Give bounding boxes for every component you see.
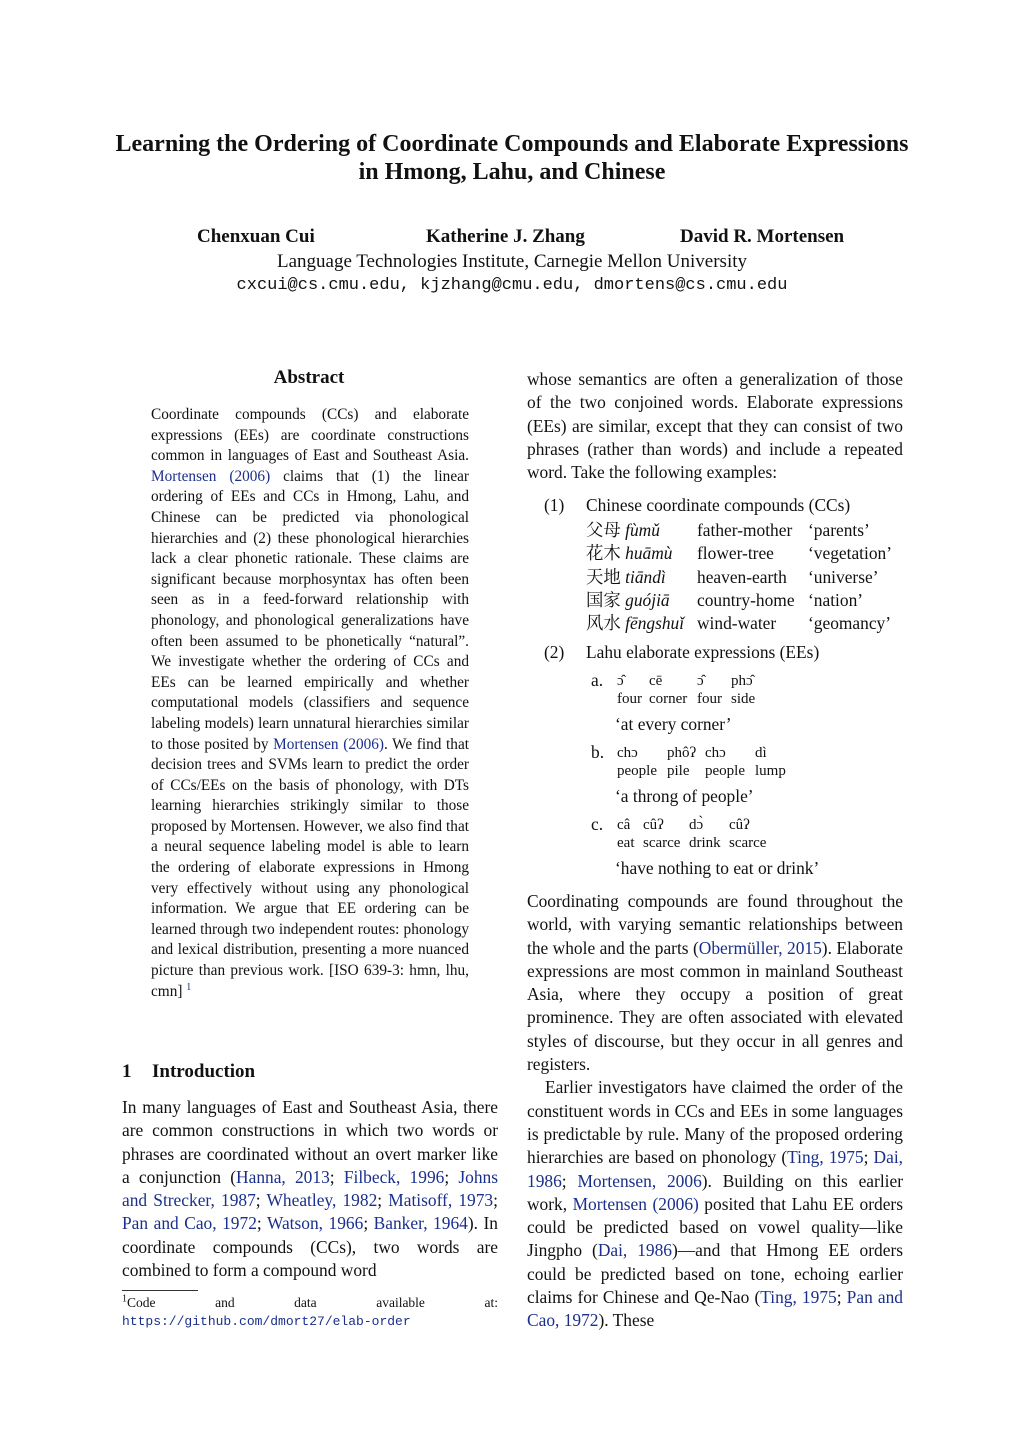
footnote-marker[interactable]: 1 <box>186 981 192 993</box>
author-list <box>140 226 884 252</box>
citation-link[interactable]: Ting, 1975 <box>760 1287 837 1308</box>
ee-word: ɔ̂ <box>697 673 704 689</box>
citation-link[interactable]: Mortensen <box>151 467 217 485</box>
ee-gloss: drink <box>689 835 721 851</box>
citation-link[interactable]: Ting, 1975 <box>787 1147 864 1168</box>
footnote-divider <box>122 1290 198 1291</box>
ee-gloss: lump <box>755 763 786 779</box>
cc-translation: ‘universe’ <box>808 567 879 587</box>
ee-word: dɔ̀ <box>689 817 704 833</box>
cc-row: 国家 guójiā <box>586 590 670 610</box>
ee-label: a. <box>591 670 604 690</box>
ee-word: cē <box>649 673 663 689</box>
ee-word: cûʔ <box>643 817 664 833</box>
cc-gloss: father-mother <box>697 520 793 540</box>
ee-word: ɔ̂ <box>617 673 624 689</box>
cc-gloss: heaven-earth <box>697 567 787 587</box>
cc-row: 天地 tiāndì <box>586 567 666 587</box>
example-title: Lahu elaborate expressions (EEs) <box>586 642 820 662</box>
footnote: $^1$Code and data available at: https://github.com/dmort27/elab-order <box>122 1293 498 1329</box>
example-number: (2) <box>544 642 565 662</box>
paper-title: Learning the Ordering of Coordinate Compounds and Elaborate Expressions in Hmong, Lahu, and Chinese <box>115 131 909 185</box>
citation-link[interactable]: Wheatley, 1982 <box>266 1190 378 1211</box>
ee-word: câ <box>617 817 631 833</box>
ee-translation: ‘have nothing to eat or drink’ <box>615 858 820 878</box>
citation-link[interactable]: Pan and Cao, 1972 <box>527 1287 903 1331</box>
citation-link[interactable]: Dai, 1986 <box>597 1240 672 1261</box>
ee-gloss: four <box>617 691 642 707</box>
ee-label: c. <box>591 814 604 834</box>
ee-word: chɔ <box>705 745 726 761</box>
section-heading: 1 Introduction <box>122 1061 256 1082</box>
cc-row: 父母 fùmǔ <box>586 520 660 540</box>
cc-translation: ‘parents’ <box>808 520 870 540</box>
body-text <box>527 890 903 1333</box>
citation-link[interactable]: Filbeck, 1996 <box>343 1166 445 1187</box>
citation-link[interactable]: Mortensen, 2006 <box>577 1170 702 1191</box>
citation-link[interactable]: Mortensen <box>572 1193 647 1214</box>
ee-word: dì <box>755 745 767 761</box>
abstract-body: Coordinate compounds (CCs) and elaborate expressions (EEs) are coordinate constructions common in languages of East and Southeast Asia. Mortensen (2006) claims that (1) the linear ordering of EEs and CCs in Hmong, Lahu, and Chinese can be predicted via phonological hierarchies and (2) these phonological hierarchies lack a clear phonetic rationale. These claims are significant because morphosyntax has often been seen as in a feed-forward relationship with phonology, and phonological generalizations have often been assumed to be phonetically “natural”. We investigate whether the ordering of CCs and EEs can be learned empirically and whether computational models (classifiers and sequence labeling models) learn unnatural hierarchies similar to those posited by Mortensen (2006). We find that decision trees and SVMs learn to predict the order of CCs/EEs on the basis of phonology, with DTs learning hierarchies strikingly similar to those proposed by Mortensen. However, we also find that a neural sequence labeling model is able to learn the ordering of elaborate expressions in Hmong very effectively without using any phonological information. We argue that EE ordering can be learned through two independent routes: phonology and lexical distribution, presenting a more nuanced picture than previous work. [ISO 639-3: hmn, lhu, cmn] $^1$ <box>151 406 470 1000</box>
abstract-heading: Abstract <box>273 367 345 388</box>
example-number: (1) <box>544 495 565 515</box>
ee-word: cûʔ <box>729 817 750 833</box>
citation-link[interactable]: Pan and Cao, 1972 <box>122 1213 257 1234</box>
paragraph: Earlier investigators have claimed the order of the constituent words in CCs and EEs in some languages is predictable by rule. Many of the proposed ordering hierarchies are based on phonology (Ting, 1975; Dai, 1986; Mortensen, 2006). Building on this earlier work, Mortensen (2006) posited that Lahu EE orders could be predicted based on vowel quality—like Jingpho (Dai, 1986)—and that Hmong EE orders could be predicted based on tone, echoing earlier claims for Chinese and Qe-Nao (Ting, 1975; Pan and Cao, 1972). These <box>527 1077 904 1331</box>
ee-gloss: scarce <box>729 835 767 851</box>
citation-link[interactable]: (2006) <box>652 1193 699 1214</box>
citation-link[interactable]: Matisoff, 1973 <box>388 1190 494 1211</box>
citation-link[interactable]: Johns and Strecker, 1987 <box>122 1166 499 1211</box>
citation-link[interactable]: (2006) <box>343 735 385 753</box>
ee-label: b. <box>591 742 605 762</box>
cc-row: 花木 huāmù <box>586 543 673 563</box>
intro-continuation: whose semantics are often a generalization of those of the two conjoined words. Elaborate expressions (EEs) are similar, except that they can consist of two phrases (rather than words) and include a repeated word. Take the following examples: <box>527 369 903 483</box>
affiliation: Language Technologies Institute, Carnegie Mellon University <box>276 251 748 272</box>
author-name: Katherine J. Zhang <box>426 226 585 247</box>
cc-gloss: wind-water <box>697 613 777 633</box>
citation-link[interactable]: Mortensen <box>273 735 339 753</box>
author-name: David R. Mortensen <box>680 226 845 247</box>
ee-gloss: corner <box>649 691 688 707</box>
ee-gloss: people <box>705 763 745 779</box>
citation-link[interactable]: Watson, 1966 <box>266 1213 364 1234</box>
citation-link[interactable]: Hanna, 2013 <box>236 1166 330 1187</box>
cc-gloss: flower-tree <box>697 543 774 563</box>
author-emails: cxcui@cs.cmu.edu, kjzhang@cmu.edu, dmortens@cs.cmu.edu <box>236 276 788 295</box>
citation-link[interactable]: Obermüller, 2015 <box>698 937 822 958</box>
citation-link[interactable]: Banker, 1964 <box>373 1213 468 1234</box>
cc-translation: ‘nation’ <box>808 590 864 610</box>
ee-gloss: people <box>617 763 657 779</box>
cc-translation: ‘vegetation’ <box>808 543 893 563</box>
ee-gloss: pile <box>667 763 690 779</box>
ee-gloss: scarce <box>643 835 681 851</box>
ee-gloss: side <box>731 691 756 707</box>
intro-paragraph: In many languages of East and Southeast Asia, there are common constructions in which two words or phrases are coordinated without an overt marker like a conjunction (Hanna, 2013; Filbeck, 1996; Johns and Strecker, 1987; Wheatley, 1982; Matisoff, 1973; Pan and Cao, 1972; Watson, 1966; Banker, 1964). In coordinate compounds (CCs), two words are combined to form a compound word <box>122 1097 499 1281</box>
citation-link[interactable]: (2006) <box>229 467 271 485</box>
cc-gloss: country-home <box>697 590 795 610</box>
paragraph: Coordinating compounds are found throughout the world, with varying semantic relationships between the whole and the parts (Obermüller, 2015). Elaborate expressions are most common in mainland Southeast Asia, where they occupy a position of great prominence. They are often associated with elevated styles of discourse, but they occur in all genres and registers. <box>527 891 903 1075</box>
cc-row: 风水 fēngshuǐ <box>586 613 685 633</box>
cc-translation: ‘geomancy’ <box>808 613 892 633</box>
example-title: Chinese coordinate compounds (CCs) <box>586 495 851 515</box>
author-name: Chenxuan Cui <box>197 226 315 247</box>
ee-gloss: four <box>697 691 722 707</box>
ee-word: phôʔ <box>667 745 697 761</box>
ee-translation: ‘a throng of people’ <box>615 786 754 806</box>
ee-translation: ‘at every corner’ <box>615 714 732 734</box>
github-link[interactable]: https://github.com/dmort27/elab-order <box>122 1314 411 1329</box>
ee-word: chɔ <box>617 745 638 761</box>
ee-gloss: eat <box>617 835 635 851</box>
citation-link[interactable]: Dai, 1986 <box>527 1147 904 1191</box>
ee-word: phɔ̂ <box>731 673 753 689</box>
